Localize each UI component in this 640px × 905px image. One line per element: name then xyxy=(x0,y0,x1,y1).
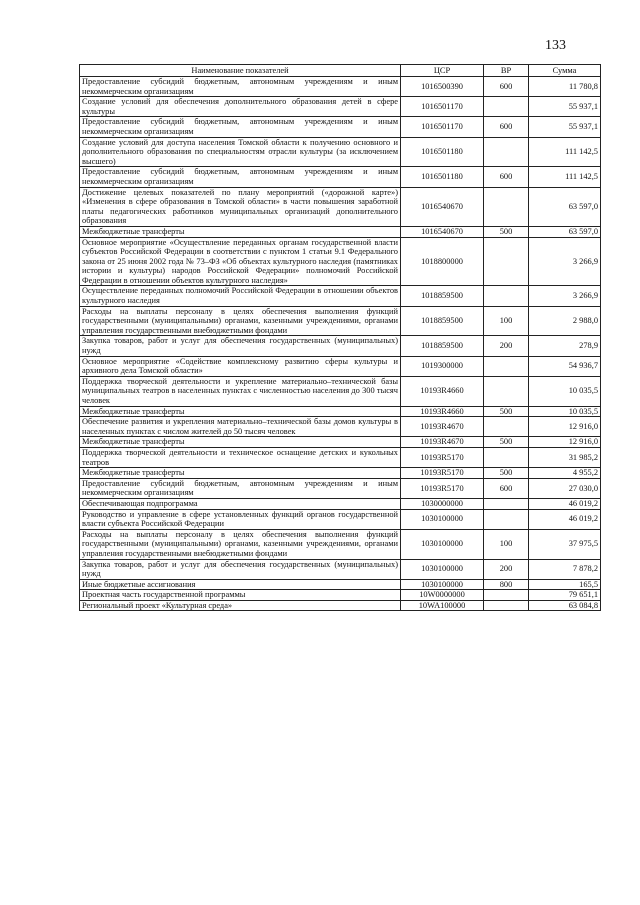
cell-vr: 500 xyxy=(484,406,529,417)
page-number: 133 xyxy=(545,38,566,53)
cell-name: Поддержка творческой деятельности и техническое оснащение детских и кукольных театров xyxy=(80,447,401,467)
cell-name: Расходы на выплаты персоналу в целях обеспечения выполнения функций государственными (муниципальными) органами, казенными учреждениями, органами управления государственными внебюджетными фондами xyxy=(80,306,401,336)
cell-vr xyxy=(484,137,529,167)
cell-vr xyxy=(484,590,529,601)
cell-name: Межбюджетные трансферты xyxy=(80,437,401,448)
table-row xyxy=(80,117,601,137)
table-row xyxy=(80,406,601,417)
cell-csr: 10193R4670 xyxy=(401,437,484,448)
cell-sum: 37 975,5 xyxy=(529,529,601,559)
table-header-row xyxy=(80,65,601,77)
cell-name: Основное мероприятие «Содействие комплексному развитию сферы культуры и архивного дела Томской области» xyxy=(80,356,401,376)
cell-vr xyxy=(484,237,529,286)
table-row xyxy=(80,286,601,306)
cell-sum: 46 019,2 xyxy=(529,509,601,529)
cell-name: Иные бюджетные ассигнования xyxy=(80,579,401,590)
cell-vr xyxy=(484,417,529,437)
table-row xyxy=(80,509,601,529)
cell-csr: 1016500390 xyxy=(401,77,484,97)
cell-name: Расходы на выплаты персоналу в целях обеспечения выполнения функций государственными (муниципальными) органами, казенными учреждениями, органами управления государственными внебюджетными фондами xyxy=(80,529,401,559)
table-row xyxy=(80,579,601,590)
table-row xyxy=(80,437,601,448)
cell-csr: 1016540670 xyxy=(401,187,484,226)
table-row xyxy=(80,376,601,406)
cell-sum: 55 937,1 xyxy=(529,117,601,137)
cell-vr xyxy=(484,498,529,509)
cell-csr: 1016501170 xyxy=(401,97,484,117)
cell-csr: 1016540670 xyxy=(401,226,484,237)
header-sum: Сумма xyxy=(529,65,601,77)
budget-table xyxy=(79,64,601,611)
cell-vr: 600 xyxy=(484,77,529,97)
cell-sum: 27 030,0 xyxy=(529,478,601,498)
cell-sum: 12 916,0 xyxy=(529,417,601,437)
cell-vr: 500 xyxy=(484,437,529,448)
table-row xyxy=(80,529,601,559)
cell-name: Обеспечивающая подпрограмма xyxy=(80,498,401,509)
cell-sum: 54 936,7 xyxy=(529,356,601,376)
cell-csr: 1030100000 xyxy=(401,509,484,529)
cell-vr: 200 xyxy=(484,559,529,579)
cell-vr: 500 xyxy=(484,468,529,479)
cell-csr: 1030100000 xyxy=(401,559,484,579)
cell-sum: 46 019,2 xyxy=(529,498,601,509)
table-row xyxy=(80,559,601,579)
header-csr: ЦСР xyxy=(401,65,484,77)
table-row xyxy=(80,478,601,498)
cell-sum: 111 142,5 xyxy=(529,167,601,187)
cell-csr: 1019300000 xyxy=(401,356,484,376)
cell-sum: 63 084,8 xyxy=(529,600,601,611)
cell-sum: 165,5 xyxy=(529,579,601,590)
cell-vr: 100 xyxy=(484,306,529,336)
cell-csr: 1030100000 xyxy=(401,529,484,559)
table-row xyxy=(80,237,601,286)
cell-vr xyxy=(484,286,529,306)
cell-sum: 111 142,5 xyxy=(529,137,601,167)
cell-sum: 4 955,2 xyxy=(529,468,601,479)
cell-csr: 10193R5170 xyxy=(401,468,484,479)
cell-vr: 600 xyxy=(484,478,529,498)
cell-sum: 3 266,9 xyxy=(529,237,601,286)
cell-vr: 600 xyxy=(484,167,529,187)
table-row xyxy=(80,167,601,187)
cell-csr: 1018859500 xyxy=(401,336,484,356)
table-row xyxy=(80,498,601,509)
cell-name: Достижение целевых показателей по плану мероприятий («дорожной карте») «Изменения в сфере образования в Томской области» в части повышения заработной платы педагогических работников муниципальных организаций дополнительного образования xyxy=(80,187,401,226)
cell-name: Региональный проект «Культурная среда» xyxy=(80,600,401,611)
cell-vr xyxy=(484,187,529,226)
cell-sum: 79 651,1 xyxy=(529,590,601,601)
table-row xyxy=(80,137,601,167)
cell-vr: 100 xyxy=(484,529,529,559)
cell-vr xyxy=(484,376,529,406)
cell-vr: 500 xyxy=(484,226,529,237)
cell-vr xyxy=(484,600,529,611)
cell-name: Предоставление субсидий бюджетным, автономным учреждениям и иным некоммерческим организациям xyxy=(80,167,401,187)
cell-vr xyxy=(484,356,529,376)
cell-sum: 10 035,5 xyxy=(529,406,601,417)
table-row xyxy=(80,590,601,601)
cell-csr: 1030000000 xyxy=(401,498,484,509)
cell-csr: 10W0000000 xyxy=(401,590,484,601)
cell-name: Поддержка творческой деятельности и укрепление материально–технической базы муниципальных театров в населенных пунктах с численностью населения до 300 тысяч человек xyxy=(80,376,401,406)
table-row xyxy=(80,447,601,467)
cell-csr: 1016501180 xyxy=(401,137,484,167)
cell-csr: 10193R4660 xyxy=(401,406,484,417)
cell-name: Руководство и управление в сфере установленных функций органов государственной власти субъекта Российской Федерации xyxy=(80,509,401,529)
cell-sum: 63 597,0 xyxy=(529,226,601,237)
table-row xyxy=(80,468,601,479)
cell-vr: 800 xyxy=(484,579,529,590)
cell-sum: 11 780,8 xyxy=(529,77,601,97)
cell-sum: 3 266,9 xyxy=(529,286,601,306)
table-row xyxy=(80,226,601,237)
cell-name: Закупка товаров, работ и услуг для обеспечения государственных (муниципальных) нужд xyxy=(80,559,401,579)
cell-csr: 10193R5170 xyxy=(401,447,484,467)
cell-csr: 1016501180 xyxy=(401,167,484,187)
cell-name: Создание условий для обеспечения дополнительного образования детей в сфере культуры xyxy=(80,97,401,117)
cell-vr xyxy=(484,447,529,467)
cell-csr: 10193R4660 xyxy=(401,376,484,406)
cell-sum: 55 937,1 xyxy=(529,97,601,117)
cell-csr: 1018859500 xyxy=(401,286,484,306)
cell-sum: 7 878,2 xyxy=(529,559,601,579)
cell-sum: 278,9 xyxy=(529,336,601,356)
cell-csr: 10WA100000 xyxy=(401,600,484,611)
cell-csr: 1018800000 xyxy=(401,237,484,286)
cell-name: Закупка товаров, работ и услуг для обеспечения государственных (муниципальных) нужд xyxy=(80,336,401,356)
cell-sum: 10 035,5 xyxy=(529,376,601,406)
cell-name: Создание условий для доступа населения Томской области к получению основного и дополнительного образования по специальностям отрасли культуры (за исключением высшего) xyxy=(80,137,401,167)
cell-csr: 1018859500 xyxy=(401,306,484,336)
cell-vr: 200 xyxy=(484,336,529,356)
header-vr: ВР xyxy=(484,65,529,77)
cell-name: Обеспечение развития и укрепления материально–технической базы домов культуры в населенных пунктах с числом жителей до 50 тысяч человек xyxy=(80,417,401,437)
header-name: Наименование показателей xyxy=(80,65,401,77)
cell-name: Межбюджетные трансферты xyxy=(80,468,401,479)
cell-vr: 600 xyxy=(484,117,529,137)
table-row xyxy=(80,187,601,226)
table-row xyxy=(80,417,601,437)
cell-csr: 10193R5170 xyxy=(401,478,484,498)
cell-sum: 12 916,0 xyxy=(529,437,601,448)
table-row xyxy=(80,97,601,117)
cell-vr xyxy=(484,97,529,117)
cell-name: Проектная часть государственной программы xyxy=(80,590,401,601)
table-row xyxy=(80,306,601,336)
cell-name: Предоставление субсидий бюджетным, автономным учреждениям и иным некоммерческим организациям xyxy=(80,478,401,498)
cell-sum: 63 597,0 xyxy=(529,187,601,226)
table-row xyxy=(80,356,601,376)
cell-sum: 2 988,0 xyxy=(529,306,601,336)
table-row xyxy=(80,600,601,611)
cell-csr: 1030100000 xyxy=(401,579,484,590)
cell-name: Предоставление субсидий бюджетным, автономным учреждениям и иным некоммерческим организациям xyxy=(80,77,401,97)
cell-vr xyxy=(484,509,529,529)
cell-name: Предоставление субсидий бюджетным, автономным учреждениям и иным некоммерческим организациям xyxy=(80,117,401,137)
cell-name: Межбюджетные трансферты xyxy=(80,406,401,417)
cell-csr: 10193R4670 xyxy=(401,417,484,437)
cell-sum: 31 985,2 xyxy=(529,447,601,467)
cell-name: Межбюджетные трансферты xyxy=(80,226,401,237)
table-row xyxy=(80,77,601,97)
cell-csr: 1016501170 xyxy=(401,117,484,137)
table-row xyxy=(80,336,601,356)
cell-name: Основное мероприятие «Осуществление переданных органам государственной власти субъектов Российской Федерации в соответствии с пунктом 1 статьи 9.1 Федерального закона от 25 июня 2002 года № 73–ФЗ «Об объектах культурного наследия (памятниках истории и культуры) народов Российской Федерации» полномочий Российской Федерации в отношении объектов культурного наследия» xyxy=(80,237,401,286)
cell-name: Осуществление переданных полномочий Российской Федерации в отношении объектов культурного наследия xyxy=(80,286,401,306)
